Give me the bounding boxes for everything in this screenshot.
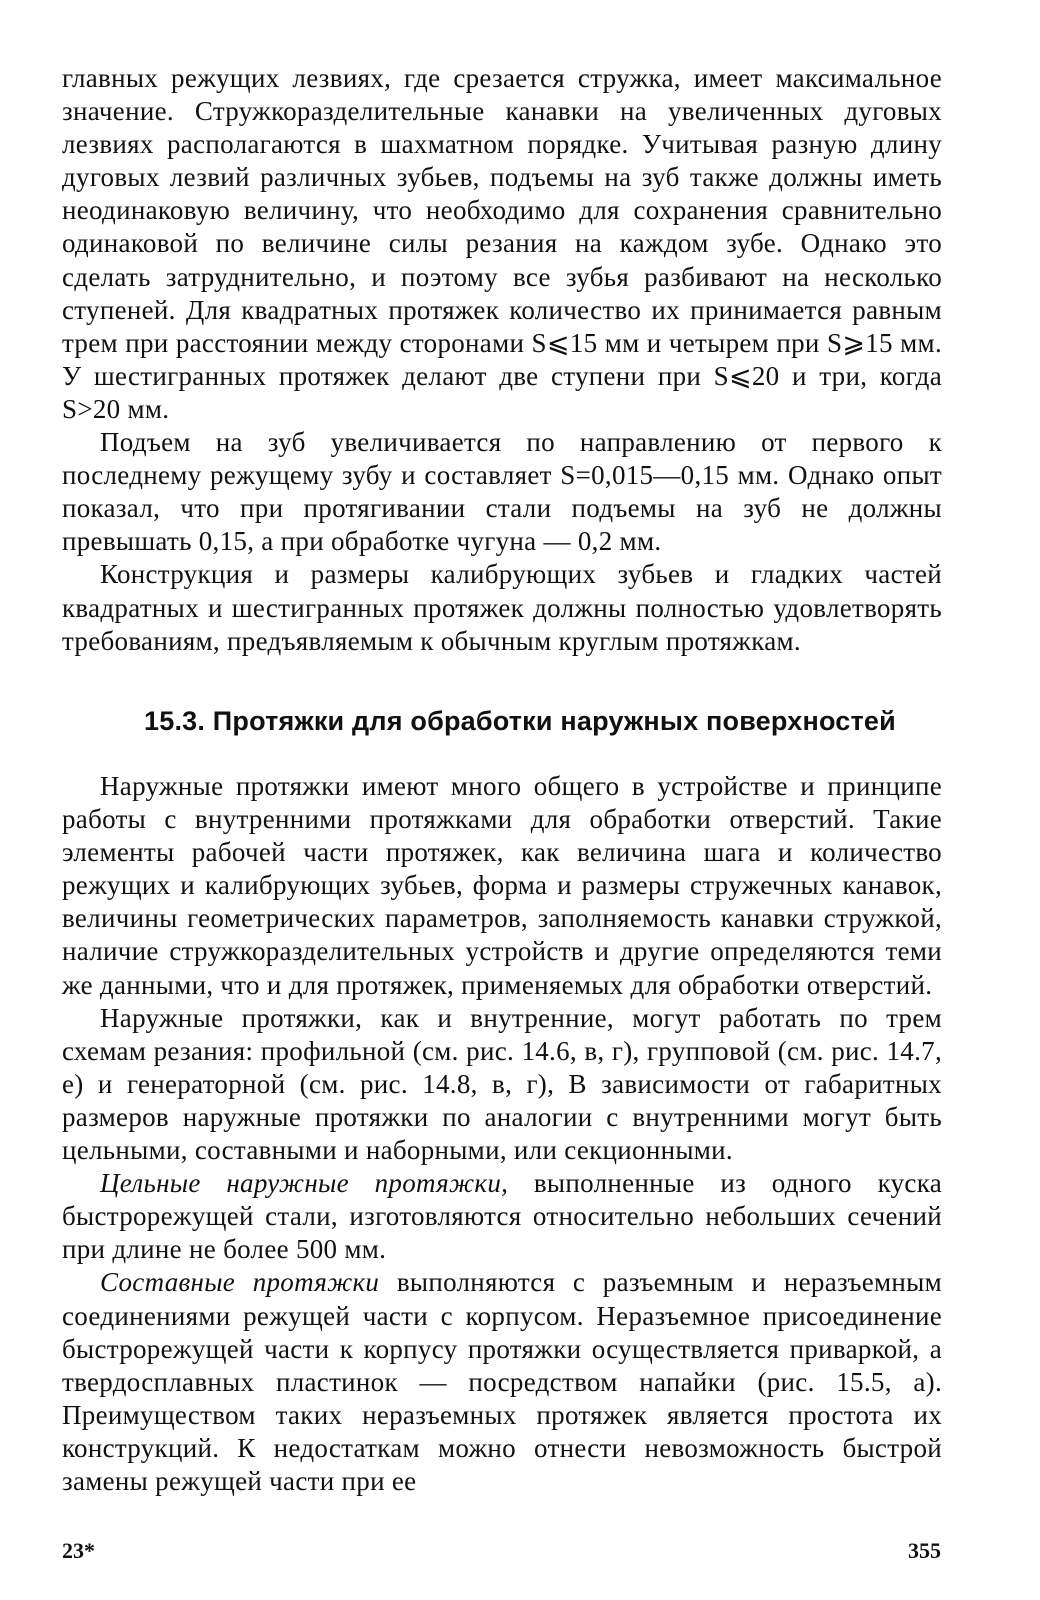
section-heading: 15.3. Протяжки для обработки наружных поверхностей [144,706,896,736]
paragraph-tooth-rise: Подъем на зуб увеличивается по направлению от первого к последнему режущему зубу и составляет S=0,015—0,15 мм. Однако опыт показал, что при протягивании стали подъемы на зуб не должны превышать 0,15, а при обработке чугуна — 0,2 мм. [62,427,942,557]
solid-broaches-text: выполненные из одного куска быстрорежущей стали, изготовляются относительно небольших сечений при длине не более 500 мм. [62,1168,942,1265]
signature-mark: 23* [62,1538,95,1563]
paragraph-cutting-schemes: Наружные протяжки, как и внутренние, могут работать по трем схемам резания: профильной (см. рис. 14.6, в, г), групповой (см. рис. 14.7, е) и генераторной (см. рис. 14.8, в, г), В зависимости от габаритных размеров наружные протяжки по аналогии с внутренними могут быть цельными, составными и наборными, или секционными. [62,1002,942,1166]
page-number: 355 [908,1538,941,1563]
top-text-block [62,62,942,658]
continued-paragraph: главных режущих лезвиях, где срезается стружка, имеет максимальное значение. Стружкоразделительные канавки на увеличенных дуговых лезвиях располагаются в шахматном порядке. Учитывая разную длину дуговых лезвий различных зубьев, подъемы на зуб также должны иметь неодинаковую величину, что необходимо для сохранения сравнительно одинаковой по величине силы резания на каждом зубе. Однако это сделать затруднительно, и поэтому все зубья разбивают на несколько ступеней. Для квадратных протяжек количество их принимается равным трем при расстоянии между сторонами S⩽15 мм и четырем при S⩾15 мм. У шестигранных протяжек делают две ступени при S⩽20 и три, когда S>20 мм. [62,63,942,424]
paragraph-solid-broaches [62,1167,942,1266]
solid-broaches-term: Цельные наружные протяжки, [100,1168,509,1199]
paragraph-external-broaches: Наружные протяжки имеют много общего в устройстве и принципе работы с внутренними протяжками для обработки отверстий. Такие элементы рабочей части протяжек, как величина шага и количество режущих и калибрующих зубьев, форма и размеры стружечных канавок, величины геометрических параметров, заполняемость канавки стружкой, наличие стружкоразделительных устройств и другие определяются теми же данными, что и для протяжек, применяемых для обработки отверстий. [62,771,942,1000]
section-text-block [62,770,942,1498]
composite-broaches-term: Составные протяжки [100,1267,380,1298]
paragraph-composite-broaches [62,1266,942,1498]
paragraph-calibrating-teeth: Конструкция и размеры калибрующих зубьев и гладких частей квадратных и шестигранных протяжек должны полностью удовлетворять требованиям, предъявляемым к обычным круглым протяжкам. [62,559,942,656]
composite-broaches-text: выполняются с разъемным и неразъемным соединениями режущей части с корпусом. Неразъемное присоединение быстрорежущей части к корпусу протяжки осуществляется приваркой, а твердосплавных пластинок — посредством напайки (рис. 15.5, а). Преимуществом таких неразъемных протяжек является простота их конструкций. К недостаткам можно отнести невозможность быстрой замены режущей части при ее [62,1267,942,1496]
